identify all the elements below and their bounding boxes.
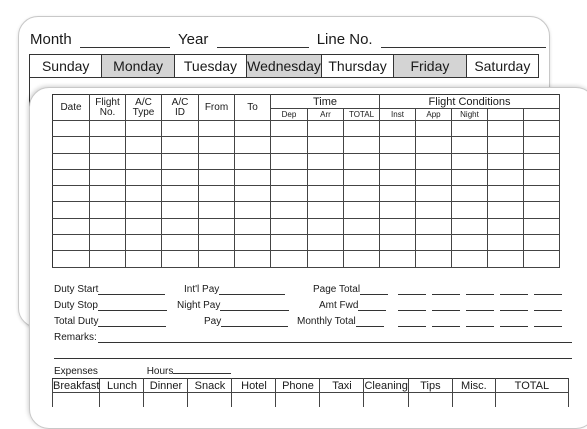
log-cell[interactable] — [416, 169, 452, 185]
pay-field[interactable] — [221, 316, 288, 327]
expense-value-cell[interactable] — [53, 393, 100, 408]
log-cell[interactable] — [271, 218, 308, 234]
log-row — [53, 137, 560, 153]
log-cell[interactable] — [524, 153, 560, 169]
log-cell[interactable] — [199, 202, 235, 218]
weekday-friday: Friday — [394, 55, 466, 77]
log-cell[interactable] — [53, 121, 90, 137]
log-cell[interactable] — [380, 202, 416, 218]
log-row — [53, 186, 560, 202]
log-cell[interactable] — [162, 121, 199, 137]
blank-total-field[interactable] — [432, 284, 460, 295]
log-cell[interactable] — [488, 169, 524, 185]
log-cell[interactable] — [199, 169, 235, 185]
log-cell[interactable] — [416, 121, 452, 137]
page-total-label: Page Total — [313, 284, 361, 295]
expense-value-cell[interactable] — [100, 393, 144, 408]
log-cell[interactable] — [271, 202, 308, 218]
log-cell[interactable] — [416, 186, 452, 202]
monthly-total-row — [297, 316, 384, 328]
log-cell[interactable] — [380, 251, 416, 267]
line-no-field[interactable] — [381, 33, 546, 48]
log-cell[interactable] — [126, 235, 162, 251]
col-night: Night — [452, 109, 488, 121]
log-cell[interactable] — [488, 202, 524, 218]
log-cell[interactable] — [90, 153, 126, 169]
expense-value-cell[interactable] — [276, 393, 320, 408]
col-flight-no: Flight No. — [90, 95, 126, 121]
blank-total-field[interactable] — [500, 284, 528, 295]
log-cell[interactable] — [271, 186, 308, 202]
log-cell[interactable] — [53, 235, 90, 251]
log-cell[interactable] — [199, 218, 235, 234]
log-cell[interactable] — [53, 186, 90, 202]
log-cell[interactable] — [126, 169, 162, 185]
log-cell[interactable] — [308, 169, 344, 185]
total-duty-label: Total Duty — [54, 316, 99, 327]
expense-col-breakfast: Breakfast — [53, 379, 100, 392]
log-cell[interactable] — [344, 186, 380, 202]
remarks-label: Remarks: — [54, 332, 97, 343]
expense-col-total: TOTAL — [495, 379, 568, 393]
log-cell[interactable] — [488, 235, 524, 251]
expenses-label: Expenses — [54, 366, 98, 377]
col-total: TOTAL — [344, 109, 380, 121]
amt-fwd-row — [319, 300, 386, 312]
log-cell[interactable] — [126, 202, 162, 218]
blank-total-field[interactable] — [432, 300, 460, 311]
year-label: Year — [178, 31, 209, 48]
log-cell[interactable] — [308, 186, 344, 202]
expense-value-cell[interactable] — [188, 393, 232, 408]
expense-col-phone: Phone — [276, 379, 320, 393]
weekday-monday: Monday — [102, 55, 174, 77]
expense-value-cell[interactable] — [495, 393, 568, 408]
monthly-total-label: Monthly Total — [297, 316, 356, 327]
log-cell[interactable] — [126, 153, 162, 169]
log-cell[interactable] — [380, 186, 416, 202]
log-cell[interactable] — [90, 169, 126, 185]
log-cell[interactable] — [488, 121, 524, 137]
log-row — [53, 235, 560, 251]
col-group-flight-conditions: Flight Conditions — [380, 95, 560, 109]
log-cell[interactable] — [162, 218, 199, 234]
expenses-header — [54, 363, 231, 377]
log-cell[interactable] — [380, 121, 416, 137]
month-label: Month — [30, 31, 72, 48]
col-dep: Dep — [271, 109, 308, 121]
blank-total-field[interactable] — [398, 284, 426, 295]
blank-total-field[interactable] — [534, 284, 562, 295]
log-cell[interactable] — [416, 202, 452, 218]
amt-fwd-field[interactable] — [358, 300, 386, 311]
year-field[interactable] — [217, 33, 309, 48]
log-cell[interactable] — [308, 218, 344, 234]
expense-col-cleaning: Cleaning — [364, 379, 408, 392]
log-cell[interactable] — [162, 235, 199, 251]
log-cell[interactable] — [344, 121, 380, 137]
log-cell[interactable] — [380, 218, 416, 234]
log-row — [53, 202, 560, 218]
log-cell[interactable] — [126, 218, 162, 234]
log-cell[interactable] — [524, 137, 560, 153]
log-cell[interactable] — [199, 137, 235, 153]
log-cell[interactable] — [452, 186, 488, 202]
pay-row — [204, 316, 288, 328]
log-cell[interactable] — [235, 202, 271, 218]
log-cell[interactable] — [90, 251, 126, 267]
blank-total-field[interactable] — [432, 316, 460, 327]
log-cell[interactable] — [416, 153, 452, 169]
log-cell[interactable] — [162, 153, 199, 169]
col-ac-type: A/C Type — [126, 95, 162, 121]
intl-pay-field[interactable] — [219, 284, 285, 295]
flight-log-card — [29, 87, 587, 429]
night-pay-label: Night Pay — [177, 300, 221, 311]
log-cell[interactable] — [416, 235, 452, 251]
log-cell[interactable] — [126, 251, 162, 267]
log-cell[interactable] — [53, 218, 90, 234]
log-cell[interactable] — [271, 153, 308, 169]
duty-start-label: Duty Start — [54, 284, 99, 295]
col-app: App — [416, 109, 452, 121]
blank-total-field[interactable] — [398, 300, 426, 311]
intl-pay-row — [184, 284, 285, 296]
log-cell[interactable] — [416, 251, 452, 267]
log-cell[interactable] — [271, 235, 308, 251]
log-cell[interactable] — [235, 153, 271, 169]
monthly-total-field[interactable] — [356, 316, 384, 327]
night-pay-row — [177, 300, 289, 312]
log-cell[interactable] — [488, 186, 524, 202]
duty-start-field[interactable] — [98, 284, 165, 295]
log-cell[interactable] — [344, 153, 380, 169]
expenses-table — [52, 378, 569, 407]
col-arr: Arr — [308, 109, 344, 121]
log-cell[interactable] — [380, 137, 416, 153]
log-cell[interactable] — [452, 218, 488, 234]
blank-total-field[interactable] — [500, 316, 528, 327]
log-cell[interactable] — [488, 251, 524, 267]
log-cell[interactable] — [235, 251, 271, 267]
log-cell[interactable] — [308, 137, 344, 153]
log-cell[interactable] — [452, 235, 488, 251]
calendar-header — [30, 31, 535, 49]
log-cell[interactable] — [488, 153, 524, 169]
log-row — [53, 251, 560, 267]
log-cell[interactable] — [90, 186, 126, 202]
duty-stop-field[interactable] — [98, 300, 167, 311]
log-cell[interactable] — [235, 235, 271, 251]
log-cell[interactable] — [524, 251, 560, 267]
log-cell[interactable] — [308, 251, 344, 267]
blank-total-field[interactable] — [398, 316, 426, 327]
night-pay-field[interactable] — [220, 300, 289, 311]
log-cell[interactable] — [199, 186, 235, 202]
expense-col-tips: Tips — [408, 379, 452, 393]
expense-value-cell[interactable] — [452, 393, 495, 408]
pay-label: Pay — [204, 316, 222, 327]
expense-col-misc: Misc. — [452, 379, 495, 393]
expense-col-hotel: Hotel — [232, 379, 276, 393]
log-cell[interactable] — [271, 251, 308, 267]
blank-total-field[interactable] — [500, 300, 528, 311]
duty-stop-row — [54, 300, 167, 312]
log-cell[interactable] — [452, 202, 488, 218]
col-inst: Inst — [380, 109, 416, 121]
blank-total-field[interactable] — [534, 316, 562, 327]
log-cell[interactable] — [271, 121, 308, 137]
log-cell[interactable] — [90, 202, 126, 218]
log-cell[interactable] — [452, 121, 488, 137]
log-cell[interactable] — [199, 121, 235, 137]
col-date: Date — [53, 95, 90, 121]
blank-total-field[interactable] — [466, 300, 494, 311]
log-cell[interactable] — [199, 251, 235, 267]
expenses-header-row — [53, 379, 569, 393]
log-cell[interactable] — [199, 235, 235, 251]
log-cell[interactable] — [380, 153, 416, 169]
blank-total-field[interactable] — [534, 300, 562, 311]
log-cell[interactable] — [344, 251, 380, 267]
log-cell[interactable] — [344, 169, 380, 185]
flight-log-table — [52, 94, 560, 268]
col-from: From — [199, 95, 235, 121]
log-cell[interactable] — [344, 137, 380, 153]
log-cell[interactable] — [53, 153, 90, 169]
log-cell[interactable] — [416, 137, 452, 153]
hours-label: Hours — [146, 366, 174, 377]
log-cell[interactable] — [344, 202, 380, 218]
weekday-saturday: Saturday — [474, 58, 531, 74]
duty-start-row — [54, 284, 165, 296]
remarks-line[interactable] — [98, 342, 572, 343]
log-cell[interactable] — [90, 121, 126, 137]
weekday-tuesday: Tuesday — [175, 55, 247, 77]
log-cell[interactable] — [126, 186, 162, 202]
total-duty-field[interactable] — [98, 316, 166, 327]
flight-log-rows — [53, 121, 560, 268]
hours-field[interactable] — [173, 363, 231, 374]
month-field[interactable] — [80, 33, 170, 48]
intl-pay-label: Int'l Pay — [184, 284, 220, 295]
log-cell[interactable] — [90, 218, 126, 234]
remarks-line[interactable] — [54, 358, 572, 359]
weekday-sunday: Sunday — [30, 55, 102, 77]
weekday-thursday: Thursday — [322, 55, 394, 77]
log-cell[interactable] — [416, 218, 452, 234]
log-cell[interactable] — [452, 169, 488, 185]
log-cell[interactable] — [344, 218, 380, 234]
log-cell[interactable] — [344, 235, 380, 251]
expenses-value-row — [53, 393, 569, 408]
page-total-row — [313, 284, 388, 296]
total-duty-row — [54, 316, 166, 328]
expense-value-cell[interactable] — [364, 393, 408, 408]
log-cell[interactable] — [235, 169, 271, 185]
log-cell[interactable] — [308, 153, 344, 169]
log-cell[interactable] — [452, 137, 488, 153]
log-cell[interactable] — [488, 137, 524, 153]
log-cell[interactable] — [271, 169, 308, 185]
log-cell[interactable] — [488, 218, 524, 234]
log-cell[interactable] — [235, 186, 271, 202]
log-cell[interactable] — [452, 153, 488, 169]
remarks-section — [54, 332, 572, 343]
log-cell[interactable] — [524, 202, 560, 218]
log-cell[interactable] — [308, 235, 344, 251]
expense-value-cell[interactable] — [144, 393, 188, 408]
expense-col-taxi: Taxi — [320, 379, 364, 393]
log-cell[interactable] — [53, 169, 90, 185]
log-cell[interactable] — [524, 121, 560, 137]
log-cell[interactable] — [53, 251, 90, 267]
expense-value-cell[interactable] — [320, 393, 364, 408]
expense-col-dinner: Dinner — [144, 379, 188, 393]
log-row — [53, 121, 560, 137]
log-cell[interactable] — [524, 186, 560, 202]
log-cell[interactable] — [162, 251, 199, 267]
log-cell[interactable] — [524, 218, 560, 234]
log-cell[interactable] — [380, 169, 416, 185]
log-cell[interactable] — [308, 202, 344, 218]
log-row — [53, 218, 560, 234]
log-cell[interactable] — [53, 137, 90, 153]
log-cell[interactable] — [271, 137, 308, 153]
log-cell[interactable] — [380, 235, 416, 251]
weekday-header-row — [29, 54, 539, 78]
log-cell[interactable] — [452, 251, 488, 267]
log-row — [53, 169, 560, 185]
expense-value-cell[interactable] — [232, 393, 276, 408]
weekday-wednesday: Wednesday — [247, 55, 322, 77]
col-blank — [488, 109, 524, 121]
log-cell[interactable] — [524, 169, 560, 185]
log-cell[interactable] — [162, 137, 199, 153]
line-no-label: Line No. — [316, 31, 373, 48]
log-cell[interactable] — [90, 235, 126, 251]
log-cell[interactable] — [524, 235, 560, 251]
duty-stop-label: Duty Stop — [54, 300, 98, 311]
log-cell[interactable] — [235, 121, 271, 137]
blank-total-field[interactable] — [466, 316, 494, 327]
col-to: To — [235, 95, 271, 121]
log-cell[interactable] — [90, 137, 126, 153]
log-cell[interactable] — [235, 137, 271, 153]
expense-col-snack: Snack — [188, 379, 232, 393]
log-cell[interactable] — [162, 169, 199, 185]
blank-total-field[interactable] — [466, 284, 494, 295]
col-group-time: Time — [271, 95, 380, 109]
log-cell[interactable] — [162, 202, 199, 218]
expense-value-cell[interactable] — [408, 393, 452, 408]
log-cell[interactable] — [126, 137, 162, 153]
page-total-field[interactable] — [360, 284, 388, 295]
log-cell[interactable] — [308, 121, 344, 137]
log-row — [53, 153, 560, 169]
log-cell[interactable] — [235, 218, 271, 234]
log-cell[interactable] — [53, 202, 90, 218]
log-cell[interactable] — [126, 121, 162, 137]
col-ac-id: A/C ID — [162, 95, 199, 121]
log-cell[interactable] — [162, 186, 199, 202]
log-cell[interactable] — [199, 153, 235, 169]
expense-col-lunch: Lunch — [100, 379, 144, 393]
col-blank — [524, 109, 560, 121]
amt-fwd-label: Amt Fwd — [319, 300, 359, 311]
